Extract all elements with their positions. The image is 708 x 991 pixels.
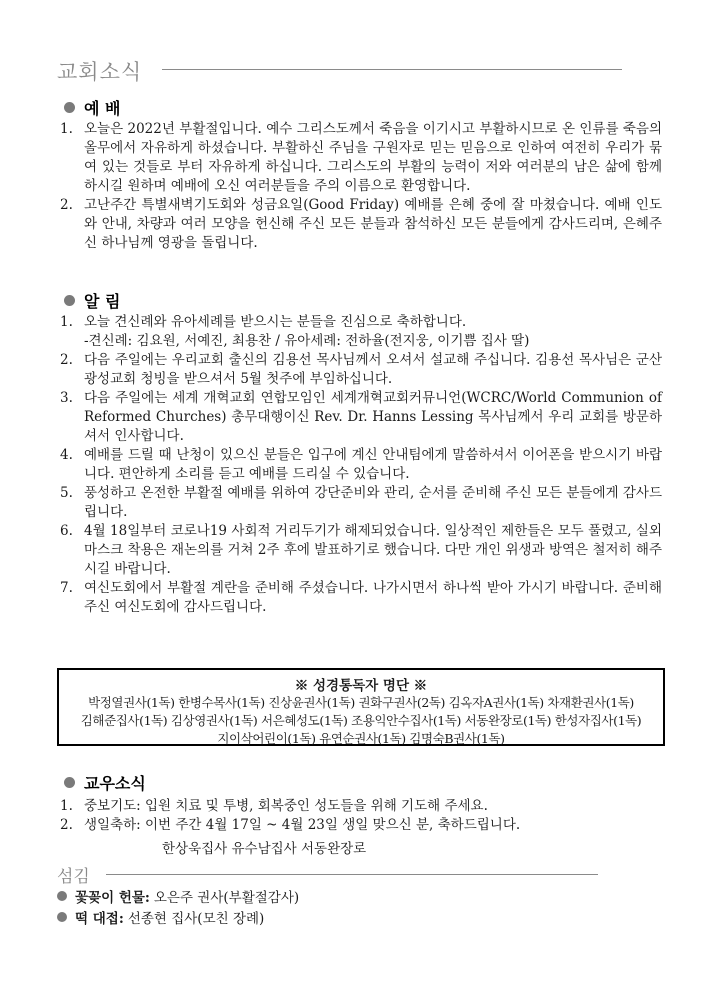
members-list	[60, 797, 662, 835]
bullet-icon	[64, 102, 75, 113]
section-divider	[162, 69, 622, 70]
service-divider	[106, 874, 598, 875]
list-item: 5. 풍성하고 온전한 부활절 예배를 위하여 강단준비와 관리, 순서를 준비해 주신 모든 분들에게 감사드립니다.	[60, 485, 662, 520]
bible-box-line: 박정열권사(1독) 한병수목사(1독) 진상윤권사(1독) 권화구권사(2독) 김옥자A권사(1독) 차재환권사(1독)	[88, 695, 634, 710]
worship-list	[60, 120, 662, 253]
rice-cake-label: 떡 대접:	[75, 911, 124, 927]
list-item: 2. 고난주간 특별새벽기도회와 성금요일(Good Friday) 예배를 은혜 중에 잘 마쳤습니다. 예배 인도와 안내, 차량과 여러 모양을 헌신해 주신 모든 분들과 참석하신 모든 분들에게 감사드리며, 은혜주신 하나님께 영광을 돌립니다.	[60, 197, 662, 251]
list-item: 2. 다음 주일에는 우리교회 출신의 김용선 목사님께서 오셔서 설교해 주십니다. 김용선 목사님은 군산 광성교회 청빙을 받으셔서 5월 첫주에 부임하십니다.	[60, 352, 662, 387]
worship-heading-text: 예 배	[84, 99, 121, 118]
list-item: 3. 다음 주일에는 세계 개혁교회 연합모임인 세계개혁교회커뮤니언(WCRC/World Communion of Reformed Churches) 총무대행이신 Rev. Dr. Hanns Lessing 목사님께서 우리 교회를 방문하셔서 인사합니다.	[60, 390, 662, 444]
bible-reading-box	[57, 668, 665, 746]
list-item: 1. 오늘은 2022년 부활절입니다. 예수 그리스도께서 죽음을 이기시고 부활하시므로 온 인류를 죽음의 올무에서 자유하게 하셨습니다. 부활하신 주님을 구원자로 믿는 믿음으로 인하여 여전히 우리가 묶여 있는 것들로 부터 자유하게 하십니다. 그리스도의 부활의 능력이 저와 여러분의 남은 삶에 함께 하시길 원하며 예배에 오신 여러분들을 주의 이름으로 환영합니다.	[60, 121, 662, 194]
list-item: 1. 오늘 견신례와 유아세례를 받으시는 분들을 진심으로 축하합니다. -견신례: 김요원, 서예진, 최용찬 / 유아세례: 전하율(전지웅, 이기쁨 집사 딸)	[60, 314, 530, 349]
bible-box-line: 지이삭어린이(1독) 유연순권사(1독) 김명숙B권사(1독)	[217, 731, 505, 746]
rice-cake-value: 선종현 집사(모친 장례)	[127, 911, 265, 927]
notices-list	[60, 313, 662, 617]
bullet-icon	[57, 912, 67, 922]
flowers-value: 오은주 권사(부활절감사)	[153, 890, 300, 906]
flowers-row	[57, 886, 299, 906]
list-item: 1. 중보기도: 입원 치료 및 투병, 회복중인 성도들을 위해 기도해 주세요.	[60, 798, 488, 814]
list-item: 4. 예배를 드릴 때 난청이 있으신 분들은 입구에 계신 안내팀에게 말씀하셔서 이어폰을 받으시기 바랍니다. 편안하게 소리를 듣고 예배를 드리실 수 있습니다.	[60, 447, 662, 482]
bible-box-line: 김해준집사(1독) 김상영권사(1독) 서은혜성도(1독) 조용익안수집사(1독) 서동완장로(1독) 한성자집사(1독)	[80, 713, 642, 728]
rice-cake-row	[57, 907, 264, 927]
members-heading	[64, 771, 146, 794]
bible-box-title: ※ 성경통독자 명단 ※	[294, 678, 428, 694]
flowers-label: 꽃꽂이 헌물:	[75, 890, 150, 906]
notices-heading-text: 알 림	[84, 292, 121, 311]
bullet-icon	[57, 891, 67, 901]
service-heading: 섬김	[57, 867, 90, 887]
list-item: 6. 4월 18일부터 코로나19 사회적 거리두기가 해제되었습니다. 일상적인 제한들은 모두 풀렸고, 실외 마스크 착용은 재논의를 거쳐 2주 후에 발표하기로 했습니다. 다만 개인 위생과 방역은 철저히 해주시길 바랍니다.	[60, 523, 662, 577]
birthday-names: 한상욱집사 유수남집사 서동완장로	[162, 841, 367, 857]
list-item: 7. 여신도회에서 부활절 계란을 준비해 주셨습니다. 나가시면서 하나씩 받아 가시기 바랍니다. 준비해 주신 여신도회에 감사드립니다.	[60, 580, 662, 615]
bullet-icon	[64, 295, 75, 306]
notices-heading	[64, 289, 120, 312]
worship-heading	[64, 96, 120, 119]
list-item: 2. 생일축하: 이번 주간 4월 17일 ~ 4월 23일 생일 맞으신 분, 축하드립니다.	[60, 817, 521, 833]
members-heading-text: 교우소식	[84, 774, 146, 793]
bullet-icon	[64, 777, 75, 788]
section-title: 교회소식	[57, 60, 143, 84]
